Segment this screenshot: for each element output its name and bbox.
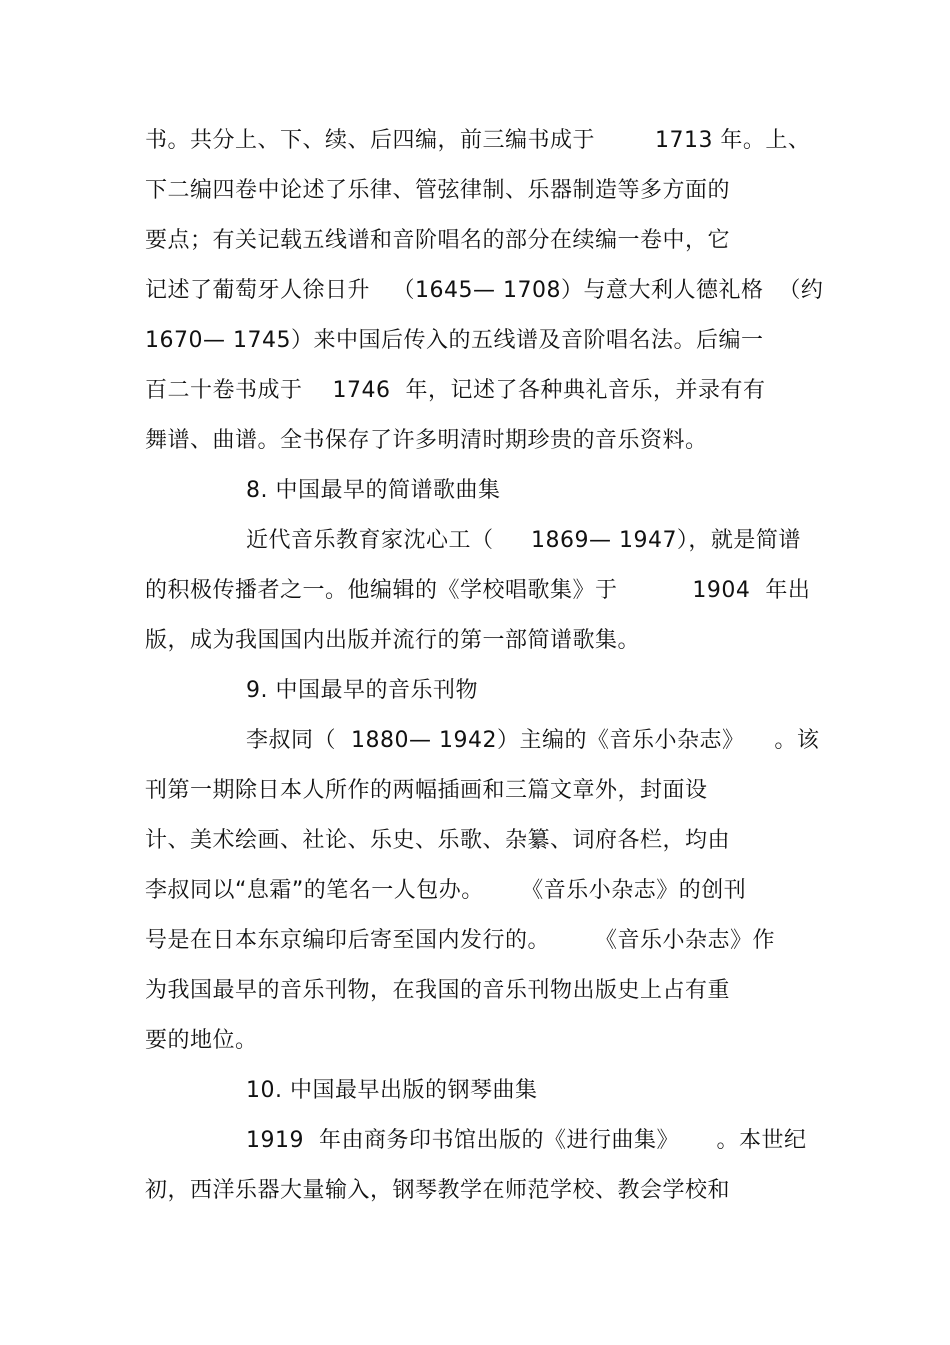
section-heading: 9. 中国最早的音乐刊物 <box>246 678 478 703</box>
text-line: 为我国最早的音乐刊物，在我国的音乐刊物出版史上占有重 <box>145 978 731 1003</box>
text-line: 下二编四卷中论述了乐律、管弦律制、乐器制造等多方面的 <box>145 178 731 203</box>
text-line: 近代音乐教育家沈心工（ 1869— 1947），就是简谱 <box>246 528 801 553</box>
text-line: 记述了葡萄牙人徐日升 （1645— 1708）与意大利人德礼格 （约 <box>145 278 824 303</box>
text-line: 1919 年由商务印书馆出版的《进行曲集》 。本世纪 <box>246 1128 807 1153</box>
text-line: 计、美术绘画、社论、乐史、乐歌、杂纂、词府各栏，均由 <box>145 828 731 853</box>
text-line: 初，西洋乐器大量输入，钢琴教学在师范学校、教会学校和 <box>145 1178 731 1203</box>
text-line: 的积极传播者之一。他编辑的《学校唱歌集》于 1904 年出 <box>145 578 811 603</box>
text-line: 舞谱、曲谱。全书保存了许多明清时期珍贵的音乐资料。 <box>145 428 708 453</box>
text-line: 百二十卷书成于 1746 年，记述了各种典礼音乐，并录有有 <box>145 378 766 403</box>
text-line: 李叔同以“息霜”的笔名一人包办。 《音乐小杂志》的创刊 <box>145 878 747 903</box>
text-line: 书。共分上、下、续、后四编，前三编书成于 1713 年。上、 <box>145 128 811 153</box>
text-line: 号是在日本东京编印后寄至国内发行的。 《音乐小杂志》作 <box>145 928 775 953</box>
text-line: 李叔同（ 1880— 1942）主编的《音乐小杂志》 。该 <box>246 728 820 753</box>
text-line: 要的地位。 <box>145 1028 258 1053</box>
text-line: 刊第一期除日本人所作的两幅插画和三篇文章外，封面设 <box>145 778 708 803</box>
section-heading: 10. 中国最早出版的钢琴曲集 <box>246 1078 538 1103</box>
text-line: 版，成为我国国内出版并流行的第一部简谱歌集。 <box>145 628 641 653</box>
section-heading: 8. 中国最早的简谱歌曲集 <box>246 478 501 503</box>
text-line: 1670— 1745）来中国后传入的五线谱及音阶唱名法。后编一 <box>145 328 764 353</box>
text-line: 要点；有关记载五线谱和音阶唱名的部分在续编一卷中，它 <box>145 228 731 253</box>
